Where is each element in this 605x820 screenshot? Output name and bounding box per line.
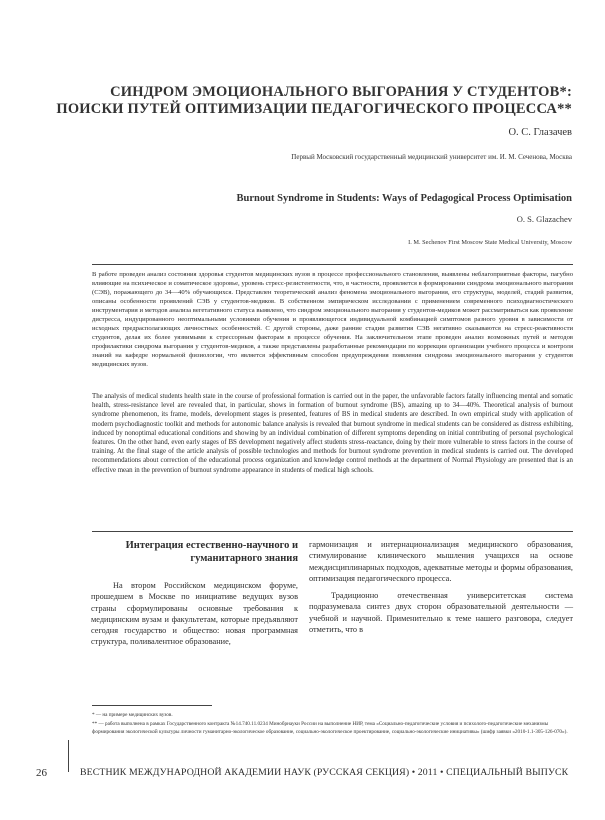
left-column xyxy=(91,539,298,648)
author-ru: О. С. Глазачев xyxy=(508,127,572,138)
right-column xyxy=(309,539,573,635)
abstract-en: The analysis of medical students health state in the course of professional formation is carried out in the paper, the unfavorable factors fatally influencing mental and somatic health, stress-resistance level are revealed that, in particular, shows in formation of burnout syndrome (BS), amazing up to 34—40%. Theoretical analysis of burnout syndrome phenomenon, its frame, models, development stages is presented, features of BS in medical students are described. In own empirical study with application of modern psychodiagnostic toolkit and methods for autonomic balance analysis is revealed that burnout syndrome in medical students can be considered as distress exhibiting, induced by nonoptimal educational conditions and showing by an individual combination of different symptoms depending on initial contributing of personal psychological features. On the other hand, even early stages of BS development negatively affect students stress-reactance, doing by their more vulnerable to stress factors in the course of training. At the final stage of the article analysis of possible technologies and methods for burnout syndrome prevention in medical students is carried out. The developed recommendations about correction of the educational process organization and knowledge control methods at the department of Normal Physiology are presented that is an effective mean in the prevention of burnout syndrome appearance in students of medical high schools. xyxy=(92,393,573,474)
right-column-paragraph-1: гармонизация и интернационализация медицинского образования, стимулирование клинического мышления учащихся на основе междисциплинарных подходов, адекватные методы и формы образования, оптимизация педагогического процесса. xyxy=(309,540,573,583)
affiliation-ru: Первый Московский государственный медицинский университет им. И. М. Сеченова, Москва xyxy=(291,153,572,161)
footnote-rule xyxy=(92,705,212,706)
affiliation-en: I. M. Sechenov First Moscow State Medical University, Moscow xyxy=(408,239,572,246)
right-column-paragraph-2: Традиционно отечественная университетская система подразумевала синтез двух сторон образовательной деятельности — учебной и научной. Применительно к теме нашего разговора, следует отметить, что в xyxy=(309,591,573,635)
abstract-ru: В работе проведен анализ состояния здоровья студентов медицинских вузов в процессе профессионального становления, выявлены неблагоприятные факторы, пагубно влияющие на психическое и соматическое здоровье, уровень стресс-резистентности, что, в частности, проявляется в формировании синдрома эмоционального выгорания (СЭВ), поражающего до 34—40% обучающихся. Представлен теоретический анализ феномена эмоционального выгорания, его структуры, моделей, стадий развития, описаны особенности проявлений СЭВ у студентов-медиков. В собственном эмпирическом исследовании с применением современного психодиагностического инструментария и методов анализа вегетативного статуса выявлено, что синдром эмоционального выгорания у студентов-медиков может рассматриваться как проявление дистресса, индуцированного неоптимальными условиями обучения и проявляющегося индивидуальной комбинацией симптомов разного уровня в зависимости от исходных предрасполагающих личностных особенностей. С другой стороны, даже ранние стадии развития СЭВ негативно сказываются на стресс-реактивности студентов, делая их более уязвимыми к стрессорным факторам в процессе обучения. На заключительном этапе проведен анализ возможных путей и методов профилактики синдрома выгорания у студентов-медиков, а также представлены разработанные рекомендации по коррекции организации учебного процесса и контроля знаний на кафедре нормальной физиологии, что является эффективным способом предупреждения появления синдрома эмоционального выгорания у студентов медицинских вузов. xyxy=(92,271,573,368)
author-en: O. S. Glazachev xyxy=(516,214,572,224)
abstract-bottom-rule xyxy=(92,531,573,532)
article-title-line2: ПОИСКИ ПУТЕЙ ОПТИМИЗАЦИИ ПЕДАГОГИЧЕСКОГО ПРОЦЕССА** xyxy=(56,101,572,117)
page-number: 26 xyxy=(36,767,47,779)
left-column-paragraph: На втором Российском медицинском форуме, прошедшем в Москве по инициативе ведущих вузов страны сформулированы основные требования к медицинским вузам и факультетам, которые предъявляют сегодня государство и общество: новая программная структура, поливалентное образование, xyxy=(91,581,298,647)
section-heading: Интеграция естественно-научного и гуманитарного знания xyxy=(125,540,298,564)
abstract-top-rule xyxy=(92,264,573,265)
title-en: Burnout Syndrome in Students: Ways of Pedagogical Process Optimisation xyxy=(236,193,572,204)
footnotes xyxy=(92,711,573,736)
footer-divider xyxy=(68,740,69,772)
journal-title: ВЕСТНИК МЕЖДУНАРОДНОЙ АКАДЕМИИ НАУК (РУССКАЯ СЕКЦИЯ) • 2011 • СПЕЦИАЛЬНЫЙ ВЫПУСК xyxy=(80,767,569,778)
article-title xyxy=(40,84,572,118)
footnote-2: ** — работа выполнена в рамках Государственного контракта №14.740.11.0234 Минобрнауки России на выполнение НИР, тема «Социально-педагогические условия и психолого-педагогические механизмы формирования экологической культуры личности гуманитарно-экологическое образование, социально-экологическое проектирование, социально-экологические инициативы» (шифр заявки «2010-1.1-305-126-070»). xyxy=(92,721,568,735)
footnote-1: * — на примере медицинских вузов. xyxy=(92,712,173,718)
article-title-line1: СИНДРОМ ЭМОЦИОНАЛЬНОГО ВЫГОРАНИЯ У СТУДЕНТОВ*: xyxy=(110,84,572,100)
